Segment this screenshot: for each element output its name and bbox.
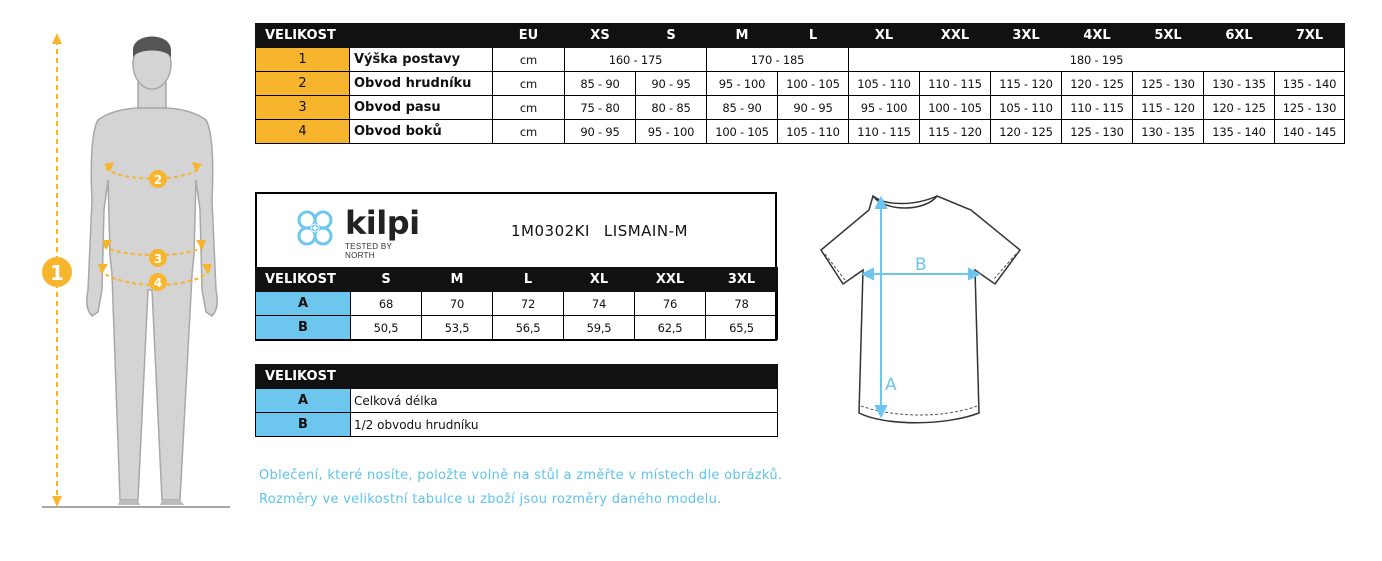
header-cell: 3XL	[991, 24, 1062, 48]
row-label: Výška postavy	[350, 48, 493, 72]
header-cell: XL	[849, 24, 920, 48]
table-cell: 68	[351, 292, 422, 316]
label-a: A	[885, 375, 897, 395]
header-cell: M	[707, 24, 778, 48]
table-cell: 100 - 105	[707, 120, 778, 144]
header-cell: L	[778, 24, 849, 48]
table-cell: 130 - 135	[1133, 120, 1204, 144]
table-row	[256, 120, 1345, 144]
product-model-name: LISMAIN-M	[603, 222, 688, 240]
header-cell: 6XL	[1204, 24, 1275, 48]
table-cell: 120 - 125	[1062, 72, 1133, 96]
table-cell: 110 - 115	[849, 120, 920, 144]
table-cell: 80 - 85	[636, 96, 707, 120]
table-cell: 115 - 120	[920, 120, 991, 144]
knot-icon	[291, 204, 339, 252]
table-cell: 90 - 95	[565, 120, 636, 144]
row-unit: cm	[493, 72, 565, 96]
marker-1	[42, 257, 72, 287]
table-cell: 140 - 145	[1275, 120, 1345, 144]
kilpi-logo	[291, 202, 421, 258]
table-cell: 110 - 115	[920, 72, 991, 96]
row-number: 1	[256, 48, 350, 72]
svg-text:4: 4	[153, 276, 163, 290]
header-cell: VELIKOST	[256, 24, 350, 48]
table-cell: 90 - 95	[778, 96, 849, 120]
table-cell: 125 - 130	[1275, 96, 1345, 120]
table-cell: 75 - 80	[565, 96, 636, 120]
svg-text:1: 1	[50, 261, 64, 285]
table-cell: 115 - 120	[991, 72, 1062, 96]
table-cell: 74	[564, 292, 635, 316]
table-row	[256, 48, 1345, 72]
table-cell: 95 - 100	[707, 72, 778, 96]
row-number: 2	[256, 72, 350, 96]
header-cell: VELIKOST	[256, 268, 351, 292]
table-row	[256, 96, 1345, 120]
table-row	[256, 72, 1345, 96]
row-label: B	[256, 413, 351, 437]
label-b: B	[915, 255, 927, 275]
header-cell: 3XL	[706, 268, 778, 292]
table-cell: 115 - 120	[1133, 96, 1204, 120]
row-description: 1/2 obvodu hrudníku	[351, 413, 778, 437]
table-cell: 100 - 105	[778, 72, 849, 96]
table-row	[256, 413, 778, 437]
table-cell: 59,5	[564, 316, 635, 340]
brand-name: kilpi	[345, 204, 420, 242]
header-cell: 4XL	[1062, 24, 1133, 48]
header-cell: M	[422, 268, 493, 292]
row-unit: cm	[493, 120, 565, 144]
table-cell: 72	[493, 292, 564, 316]
header-cell: XXL	[920, 24, 991, 48]
table-cell: 110 - 115	[1062, 96, 1133, 120]
row-label: Obvod hrudníku	[350, 72, 493, 96]
table-cell: 160 - 175	[565, 48, 707, 72]
table-cell: 180 - 195	[849, 48, 1345, 72]
table-cell: 120 - 125	[991, 120, 1062, 144]
header-cell: 7XL	[1275, 24, 1345, 48]
table-cell: 100 - 105	[920, 96, 991, 120]
marker-2	[149, 170, 167, 188]
table-cell: 85 - 90	[707, 96, 778, 120]
product-size-table	[255, 267, 778, 340]
table-row	[256, 292, 778, 316]
header-cell: S	[636, 24, 707, 48]
product-code	[511, 222, 702, 240]
header-cell: VELIKOST	[256, 365, 778, 389]
header-cell: L	[493, 268, 564, 292]
marker-4	[149, 273, 167, 291]
row-number: 4	[256, 120, 350, 144]
row-label: B	[256, 316, 351, 340]
table-cell: 130 - 135	[1204, 72, 1275, 96]
svg-text:2: 2	[153, 173, 163, 187]
table-cell: 90 - 95	[636, 72, 707, 96]
table-cell: 53,5	[422, 316, 493, 340]
svg-text:3: 3	[153, 252, 163, 266]
row-number: 3	[256, 96, 350, 120]
header-cell: EU	[493, 24, 565, 48]
row-unit: cm	[493, 96, 565, 120]
body-measurement-figure	[0, 0, 240, 520]
table-cell: 105 - 110	[991, 96, 1062, 120]
table-cell: 56,5	[493, 316, 564, 340]
table-cell: 135 - 140	[1275, 72, 1345, 96]
note-line-2: Rozměry ve velikostní tabulce u zboží jsou rozměry daného modelu.	[259, 492, 722, 507]
table-cell: 95 - 100	[636, 120, 707, 144]
header-cell: S	[351, 268, 422, 292]
table-cell: 78	[706, 292, 778, 316]
note-line-1: Oblečení, které nosíte, položte volně na stůl a změřte v místech dle obrázků.	[259, 468, 783, 483]
table-cell: 70	[422, 292, 493, 316]
legend-table	[255, 364, 778, 437]
tshirt-diagram	[815, 188, 1025, 428]
table-cell: 50,5	[351, 316, 422, 340]
table-cell: 62,5	[635, 316, 706, 340]
table-cell: 125 - 130	[1133, 72, 1204, 96]
header-cell: XXL	[635, 268, 706, 292]
header-cell: XS	[565, 24, 636, 48]
row-label: Obvod pasu	[350, 96, 493, 120]
marker-3	[149, 249, 167, 267]
table-header	[256, 24, 1345, 48]
table-cell: 170 - 185	[707, 48, 849, 72]
brand-tagline: TESTED BY NORTH	[345, 242, 393, 260]
table-cell: 95 - 100	[849, 96, 920, 120]
product-size-box	[255, 192, 777, 341]
table-row	[256, 316, 778, 340]
header-cell: 5XL	[1133, 24, 1204, 48]
table-cell: 120 - 125	[1204, 96, 1275, 120]
row-unit: cm	[493, 48, 565, 72]
table-header	[256, 268, 778, 292]
table-cell: 105 - 110	[778, 120, 849, 144]
general-size-table	[255, 23, 1345, 144]
row-label: A	[256, 389, 351, 413]
table-cell: 135 - 140	[1204, 120, 1275, 144]
table-cell: 76	[635, 292, 706, 316]
table-cell: 125 - 130	[1062, 120, 1133, 144]
table-cell: 85 - 90	[565, 72, 636, 96]
row-label: Obvod boků	[350, 120, 493, 144]
table-header	[256, 365, 778, 389]
table-cell: 105 - 110	[849, 72, 920, 96]
header-cell	[350, 24, 493, 48]
table-row	[256, 389, 778, 413]
row-description: Celková délka	[351, 389, 778, 413]
product-code-number: 1M0302KI	[511, 222, 590, 240]
row-label: A	[256, 292, 351, 316]
table-cell: 65,5	[706, 316, 778, 340]
header-cell: XL	[564, 268, 635, 292]
